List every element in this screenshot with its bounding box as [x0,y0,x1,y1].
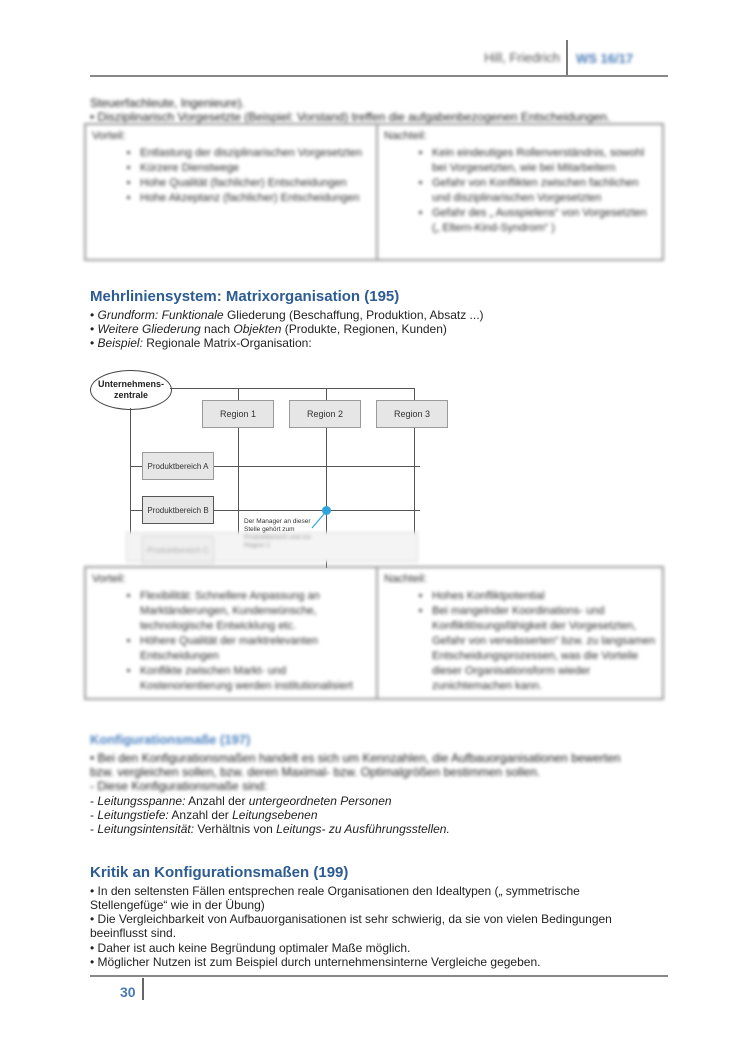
header-semester: WS 16/17 [576,51,634,66]
footer-rule [90,975,668,977]
kritik-line: • Möglicher Nutzen ist zum Beispiel durch unternehmensinterne Vergleiche gegeben. [90,955,541,969]
kritik-line: • Die Vergleichbarkeit von Aufbauorganisationen ist sehr schwierig, da sie von vielen Bedingungen [90,912,612,926]
hierarchy-pro-con-table [84,123,664,261]
connector-line [170,388,414,389]
con-label: Nachteil: [384,573,427,585]
top-line-2: • Disziplinarisch Vorgesetzte (Beispiel: Vorstand) treffen die aufgabenbezogenen Entscheidungen. [90,110,611,124]
connector-line [130,408,131,548]
pro-item: • Hohe Akzeptanz (fachlicher) Entscheidungen [140,191,370,206]
matrix-bullet-3: • Beispiel: Regionale Matrix-Organisation: [90,336,312,350]
con-label: Nachteil: [384,130,427,142]
kritik-line: beeinflusst sind. [90,926,177,940]
config-item-leitungsintensitaet: - Leitungsintensität: Verhältnis von Leitungs- zu Ausführungsstellen. [90,822,450,836]
con-column [376,125,662,259]
pro-column [86,125,376,259]
region-box-3: Region 3 [376,400,448,428]
pro-item: • Flexibilität: Schnellere Anpassung an Marktänderungen, Kundenwünsche, technologische Entwicklung etc. [140,589,370,634]
config-paragraph-2: bzw. vergleichen sollen, bzw. deren Maximal- bzw. Optimalgrößen bestimmen sollen. [90,765,541,779]
connector-line [414,388,415,400]
con-item: • Hohes Konfliktpotential [432,589,656,604]
kritik-line: • In den seltensten Fällen entsprechen reale Organisationen den Idealtypen („ symmetrische [90,884,580,898]
page-number: 30 [120,984,136,1000]
pro-item: • Hohe Qualität (fachlicher) Entscheidungen [140,176,370,191]
header-rule [90,75,668,77]
con-item: • Gefahr von Konflikten zwischen fachlichen und disziplinarischen Vorgesetzten [432,176,656,206]
matrix-heading: Mehrliniensystem: Matrixorganisation (195) [90,288,400,305]
region-box-1: Region 1 [202,400,274,428]
product-box-a: Produktbereich A [142,452,214,480]
header-separator [566,40,568,76]
kritik-line: Stellengefüge“ wie in der Übung) [90,898,265,912]
pro-item: • Entlastung der disziplinarischen Vorgesetzten [140,146,370,161]
region-box-2: Region 2 [289,400,361,428]
product-box-b: Produktbereich B [142,496,214,524]
product-box-c: Produktbereich C [142,536,214,564]
con-item: • Kein eindeutiges Rollenverständnis, sowohl bei Vorgesetzten, wie bei Mitarbeitern [432,146,656,176]
kritik-line: • Daher ist auch keine Begründung optimaler Maße möglich. [90,941,411,955]
matrix-bullet-2: • Weitere Gliederung nach Objekten (Produkte, Regionen, Kunden) [90,322,447,336]
pro-label: Vorteil: [92,130,126,142]
footer-separator [142,978,144,1000]
hq-label: Unternehmens-zentrale [98,379,165,400]
connector-line [238,388,239,400]
config-heading: Konfigurationsmaße (197) [90,732,251,747]
kritik-heading: Kritik an Konfigurationsmaßen (199) [90,864,349,881]
pro-column [86,568,376,698]
header-author: Hill, Friedrich [484,50,560,65]
pro-item: • Kürzere Dienstwege [140,161,370,176]
con-column [376,568,662,698]
config-paragraph-3: - Diese Konfigurationsmaße sind: [90,779,268,793]
config-item-leitungstiefe: - Leitungstiefe: Anzahl der Leitungsebenen [90,808,318,822]
pro-label: Vorteil: [92,573,126,585]
matrix-pro-con-table [84,566,664,700]
pro-item: • Höhere Qualität der marktrelevanten Entscheidungen [140,634,370,664]
con-item: • Gefahr des „ Ausspielens“ von Vorgesetzten („ Eltern-Kind-Syndrom“ ) [432,206,656,236]
config-item-leitungsspanne: - Leitungsspanne: Anzahl der untergeordneten Personen [90,794,392,808]
manager-note: Der Manager an dieser Stelle gehört zum Produktbereich und zur Region 2 [244,518,312,549]
matrix-org-diagram [88,368,468,568]
con-item: • Bei mangelnder Koordinations- und Konfliktlösungsfähigkeit der Vorgesetzten, Gefahr von verwässerten“ bzw. zu langsamen Entscheidungsprozessen, was die Vorteile dieser Organisationsform wieder zunichtemachen kann. [432,604,656,694]
matrix-bullet-1: • Grundform: Funktionale Gliederung (Beschaffung, Produktion, Absatz ...) [90,308,484,322]
config-paragraph-1: • Bei den Konfigurationsmaßen handelt es sich um Kennzahlen, die Aufbauorganisationen bewerten [90,751,621,765]
top-line-1: Steuerfachleute, Ingenieure). [90,96,245,110]
hq-ellipse [90,370,172,410]
pro-item: • Konflikte zwischen Markt- und Kostenorientierung werden institutionalisiert [140,664,370,694]
